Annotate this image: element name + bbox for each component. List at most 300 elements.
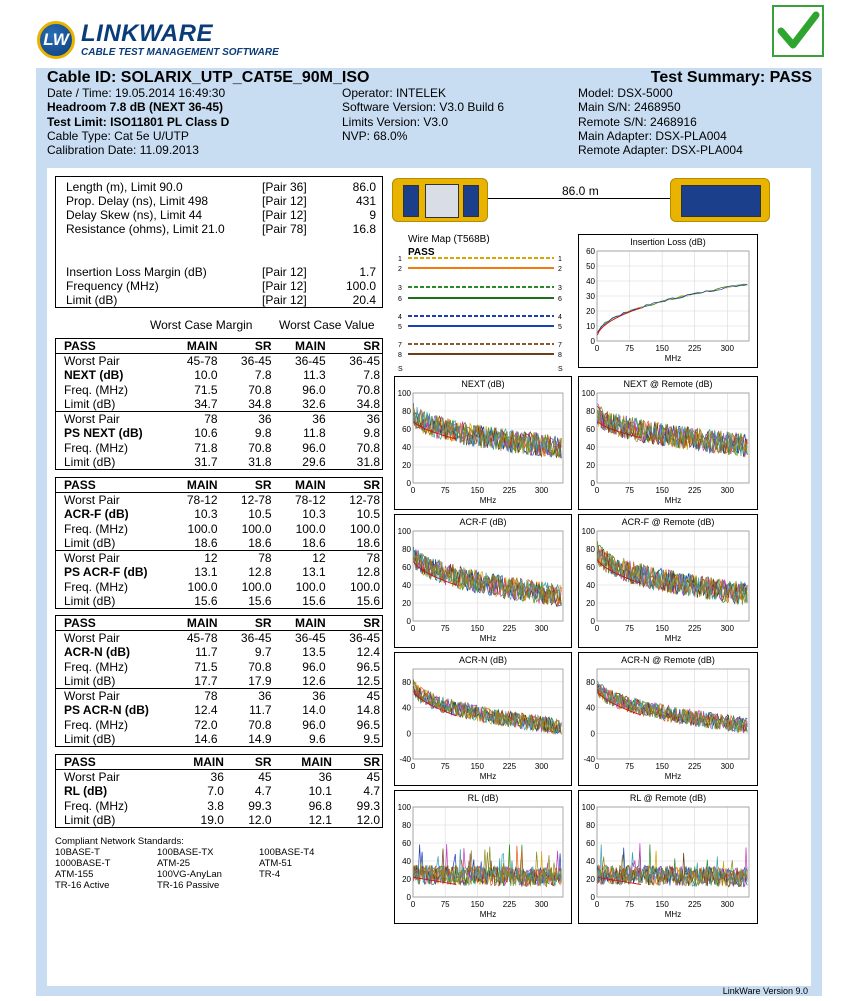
standards-title: Compliant Network Standards: [55,836,184,847]
table-cell: 71.5 [194,659,218,674]
network-standards [55,836,385,891]
row-label: PS ACR-F (dB) [64,565,148,580]
header-mid [342,86,504,143]
table-cell: 14.6 [194,732,218,746]
table-row [56,645,383,660]
x-axis-label: MHz [664,354,682,363]
table-cell: 72.0 [194,717,218,732]
prop-delay-row: Prop. Delay (ns), Limit 498 [Pair 12] 431 [66,194,376,208]
x-tick-label: 300 [534,900,549,909]
wire-pin-right: 4 [558,314,562,321]
y-tick-label: 20 [402,599,411,608]
table-cell: 36 [210,770,224,784]
y-tick-label: -40 [583,755,595,764]
test-limit: Test Limit: ISO11801 PL Class D [47,114,230,129]
chart-plot [395,377,572,510]
table-cell: 10.6 [194,426,218,441]
chart-title: RL (dB) [467,793,499,803]
cable-id: Cable ID: SOLARIX_UTP_CAT5E_90M_ISO [47,69,370,86]
standard-name: 100BASE-T4 [259,847,315,858]
x-tick-label: 150 [470,900,484,909]
table-cell: 96.5 [356,717,380,732]
y-tick-label: 40 [586,443,595,452]
limits-version: Limits Version: V3.0 [342,114,449,129]
table-cell: 96.0 [302,659,326,674]
wire-pin-right: 8 [558,352,562,359]
y-tick-label: 50 [586,262,595,271]
table-row [56,689,383,704]
table-cell: 100.0 [295,521,326,536]
table-cell: 78 [220,551,274,566]
x-tick-label: 75 [440,624,450,633]
x-tick-label: 75 [440,486,450,495]
table-cell: 13.1 [302,565,326,580]
y-tick-label: 0 [590,729,595,739]
wire-pin-left: 8 [398,352,402,359]
x-axis-label: MHz [664,772,682,781]
x-tick-label: 150 [470,486,484,495]
main-tester-icon [392,178,488,222]
table-row [56,616,383,631]
x-tick-label: 0 [594,900,600,909]
x-tick-label: 300 [534,624,549,633]
y-tick-label: 60 [586,425,595,434]
y-tick-label: 40 [402,857,411,866]
chart-2 [578,376,758,510]
chart-title: ACR-N (dB) [458,655,507,665]
table-cell: 36 [274,412,328,427]
worst-case-value-header: Worst Case Value [279,318,375,332]
header-left [47,86,229,157]
date-time: Date / Time: 19.05.2014 16:49:30 [47,86,226,100]
row-label: Limit (dB) [64,813,116,827]
table-cell: SR [328,339,383,354]
x-axis-label: MHz [664,496,682,505]
wire-pin-right: 5 [558,324,562,331]
standards-row [55,847,385,858]
table-cell: 15.6 [302,594,326,608]
x-tick-label: 225 [688,900,702,909]
y-tick-label: 100 [397,389,411,398]
table-cell: 12.8 [248,565,272,580]
table-cell: 78-12 [186,493,218,507]
x-tick-label: 75 [625,900,635,909]
table-cell: 36 [328,412,383,427]
row-label: Freq. (MHz) [64,579,128,594]
row-label: PS NEXT (dB) [64,426,143,441]
pass-check-icon [772,5,824,57]
table-row [56,551,383,566]
wire-pin-left: 4 [398,314,402,321]
table-row [56,784,383,799]
table-cell: 45 [328,689,383,704]
standard-name: 10BASE-T [55,847,100,858]
y-tick-label: 0 [590,617,595,626]
table-cell: 10.1 [308,784,332,799]
wire-pin-left: 5 [398,324,402,331]
table-cell: 96.5 [356,659,380,674]
y-tick-label: 60 [586,247,595,256]
x-tick-label: 0 [410,624,416,633]
chart-plot [579,515,758,648]
x-tick-label: 300 [720,762,734,771]
y-tick-label: 60 [402,839,411,848]
series-line [597,284,747,332]
table-cell: 31.8 [356,455,380,469]
table-cell: 100.0 [187,521,218,536]
chart-title: ACR-F @ Remote (dB) [621,517,715,527]
length-box [55,176,383,308]
x-tick-label: 0 [594,624,600,633]
software-version: Software Version: V3.0 Build 6 [342,100,505,115]
table-cell: 12.0 [356,813,380,827]
table-row [56,732,383,747]
table-cell: 11.3 [303,368,326,383]
table-cell: 36-45 [240,631,272,645]
table-cell: 36 [274,689,328,704]
y-tick-label: 0 [590,337,595,346]
table-row [56,507,383,522]
row-label: PASS [56,339,166,354]
y-tick-label: 40 [586,857,595,866]
x-tick-label: 75 [625,762,635,771]
chart-plot [579,791,758,924]
table-cell: 99.3 [248,798,272,813]
table-cell: 45 [258,770,272,784]
acr-f-table [55,477,383,609]
y-tick-label: 0 [590,479,595,488]
table-cell: 34.7 [194,397,218,411]
table-cell: 29.6 [302,455,326,469]
standard-name: 1000BASE-T [55,858,111,869]
chart-0 [578,234,758,368]
remote-sn: Remote S/N: 2468916 [578,114,697,129]
chart-plot [395,791,572,924]
table-row [56,674,383,689]
table-row [56,580,383,595]
delay-skew-row: Delay Skew (ns), Limit 44 [Pair 12] 9 [66,208,376,222]
table-cell: 78 [166,412,220,427]
remote-adapter: Remote Adapter: DSX-PLA004 [578,143,743,158]
table-cell: 36 [220,412,274,427]
y-tick-label: 80 [402,407,411,416]
x-axis-label: MHz [664,634,682,643]
table-cell: 36-45 [349,354,380,368]
table-cell: 3.8 [207,798,224,813]
table-cell: MAIN [166,339,220,354]
wire-pin-left: 3 [398,285,402,292]
table-cell: 78-12 [294,493,326,507]
lw-logo-icon: LW [37,21,75,59]
table-cell: 71.8 [194,440,218,455]
table-row [56,478,383,493]
table-cell: 36-45 [240,354,272,368]
table-cell: 7.8 [254,368,272,383]
row-label: Worst Pair [56,551,166,566]
row-label: Freq. (MHz) [64,717,128,732]
table-cell: 19.0 [200,813,224,827]
cable-line [488,198,670,199]
table-cell: 17.9 [248,674,272,688]
table-cell: 100.0 [349,521,380,536]
table-cell: 70.8 [248,382,272,397]
remote-tester-icon [670,178,770,222]
il-limit-row: Limit (dB) [Pair 12] 20.4 [66,293,376,307]
wire-map-status: PASS [408,247,435,258]
acr-n-table [55,615,383,747]
table-cell: 96.8 [308,798,332,813]
y-tick-label: 80 [586,821,595,830]
length-row: Length (m), Limit 90.0 [Pair 36] 86.0 [66,180,376,194]
chart-7 [394,790,572,924]
length-readout: 86.0 m [562,184,599,198]
x-tick-label: 300 [534,486,549,495]
chart-4 [578,514,758,648]
x-tick-label: 150 [655,344,669,353]
standard-name: ATM-155 [55,869,94,880]
wire-pin-left: 2 [398,266,402,273]
wire-pin-right: 7 [558,342,562,349]
table-row [56,813,383,828]
table-cell: 12.5 [356,674,380,688]
chart-title: ACR-N @ Remote (dB) [621,655,715,665]
table-cell: 18.6 [194,536,218,550]
y-tick-label: 80 [586,677,595,687]
standard-name: 100VG-AnyLan [157,869,222,880]
table-cell: 36-45 [294,631,326,645]
calibration-date: Calibration Date: 11.09.2013 [47,143,199,158]
table-cell: 12-78 [349,493,380,507]
table-cell: 45-78 [186,631,218,645]
logo-subtitle: CABLE TEST MANAGEMENT SOFTWARE [81,47,279,58]
row-label: Freq. (MHz) [64,798,128,813]
y-tick-label: 20 [586,599,595,608]
chart-plot [579,235,758,368]
chart-3 [394,514,572,648]
table-cell: 70.8 [248,659,272,674]
y-tick-label: 100 [397,527,411,536]
x-tick-label: 300 [720,624,734,633]
row-label: Freq. (MHz) [64,440,128,455]
table-cell: 13.5 [302,645,326,660]
y-tick-label: 40 [586,703,595,713]
table-row [56,565,383,580]
x-tick-label: 0 [410,762,416,771]
wire-pin-left: 6 [398,296,402,303]
standard-name: 100BASE-TX [157,847,214,858]
chart-title: NEXT @ Remote (dB) [623,379,713,389]
chart-plot [579,653,758,786]
table-cell: 12 [166,551,220,566]
operator: Operator: INTELEK [342,86,447,100]
x-tick-label: 225 [688,344,702,353]
wire-pin-right: 6 [558,296,562,303]
il-margin-row: Insertion Loss Margin (dB) [Pair 12] 1.7 [66,265,376,279]
table-cell: 17.7 [194,674,218,688]
x-tick-label: 75 [440,762,450,771]
table-cell: 4.7 [254,784,272,799]
x-tick-label: 0 [594,762,600,771]
table-cell: 10.5 [248,507,272,522]
table-cell: 11.7 [249,703,272,718]
y-tick-label: 80 [402,677,411,687]
y-tick-label: 100 [397,803,411,812]
table-cell: 9.5 [363,732,380,746]
standards-row [55,869,385,880]
table-cell: MAIN [274,616,328,631]
table-cell: 12.8 [356,565,380,580]
chart-title: Insertion Loss (dB) [630,237,706,247]
table-cell: 31.7 [194,455,218,469]
table-row [56,368,383,383]
x-tick-label: 225 [502,762,517,771]
table-row [56,493,383,508]
x-tick-label: 75 [625,624,635,633]
chart-plot [395,653,572,786]
table-cell: 100.0 [241,579,272,594]
table-row [56,536,383,551]
table-cell: SR [328,616,383,631]
linkware-version: LinkWare Version 9.0 [722,986,808,996]
table-row [56,718,383,733]
x-tick-label: 150 [470,762,484,771]
chart-1 [394,376,572,510]
x-tick-label: 300 [720,486,734,495]
table-cell: 99.3 [356,798,380,813]
table-row [56,383,383,398]
y-tick-label: 60 [586,563,595,572]
table-row [56,799,383,814]
wire-map-title: Wire Map (T568B) [408,234,490,245]
table-cell: MAIN [274,478,328,493]
x-tick-label: 75 [625,486,635,495]
x-tick-label: 150 [655,624,669,633]
table-cell: 78 [328,551,383,566]
table-row [56,397,383,412]
table-cell: 70.8 [248,440,272,455]
table-cell: 32.6 [302,397,326,411]
table-row [56,755,383,770]
table-row [56,703,383,718]
y-tick-label: 20 [402,461,411,470]
y-tick-label: 0 [406,729,411,739]
resistance-row: Resistance (ohms), Limit 21.0 [Pair 78] 16.8 [66,222,376,236]
row-label: PS ACR-N (dB) [64,703,149,718]
row-label: Worst Pair [64,493,120,507]
standard-name: ATM-25 [157,858,191,869]
x-tick-label: 75 [440,900,450,909]
table-cell: 14.9 [248,732,272,746]
x-tick-label: 150 [655,900,669,909]
y-tick-label: 100 [581,389,595,398]
table-cell: 13.1 [194,565,218,580]
table-row [56,441,383,456]
x-tick-label: 0 [410,900,416,909]
table-cell: 36 [318,770,332,784]
table-row [56,455,383,470]
chart-6 [578,652,758,786]
y-tick-label: 40 [402,703,411,713]
next-table [55,338,383,470]
x-axis-label: MHz [479,772,497,781]
header-right [578,86,743,157]
table-cell: 14.8 [356,703,380,718]
standards-row [55,858,385,869]
x-tick-label: 150 [655,486,669,495]
y-tick-label: 40 [402,581,411,590]
main-adapter: Main Adapter: DSX-PLA004 [578,128,727,143]
table-cell: 7.0 [207,784,224,799]
table-cell: 36 [220,689,274,704]
il-frequency-row: Frequency (MHz) [Pair 12] 100.0 [66,279,376,293]
y-tick-label: 20 [586,461,595,470]
table-row [56,354,383,369]
table-row [56,426,383,441]
table-cell: 9.8 [363,426,380,441]
table-cell: 12.0 [248,813,272,827]
y-tick-label: 20 [586,875,595,884]
series-line [597,284,747,332]
x-tick-label: 0 [594,486,600,495]
row-label: Limit (dB) [64,674,116,688]
report-header [36,68,822,168]
wire-pin-right: 2 [558,266,562,273]
row-label: Worst Pair [64,631,120,645]
row-label: Limit (dB) [64,594,116,608]
table-cell: SR [328,478,383,493]
standards-row [55,880,385,891]
x-tick-label: 225 [688,624,702,633]
worst-case-margin-header: Worst Case Margin [150,318,253,332]
row-label: Freq. (MHz) [64,382,128,397]
table-cell: MAIN [274,755,334,770]
chart-title: ACR-F (dB) [459,517,507,527]
cable-type: Cable Type: Cat 5e U/UTP [47,128,189,143]
table-cell: 96.0 [302,440,326,455]
x-axis-label: MHz [479,634,497,643]
row-label: Worst Pair [64,354,120,368]
table-cell: MAIN [166,616,220,631]
table-cell: 100.0 [349,579,380,594]
table-cell: 100.0 [241,521,272,536]
y-tick-label: 0 [406,893,411,902]
x-axis-label: MHz [479,910,497,919]
standard-name: TR-4 [259,869,281,880]
chart-plot [395,515,572,648]
y-tick-label: 80 [586,545,595,554]
table-cell: 10.0 [194,368,218,383]
table-cell: 45 [366,770,380,784]
limit-line [597,308,641,335]
table-cell: 31.8 [248,455,272,469]
y-tick-label: 100 [581,803,595,812]
y-tick-label: 40 [402,443,411,452]
y-tick-label: 80 [402,821,411,830]
table-cell: 18.6 [356,536,380,550]
table-cell: 18.6 [302,536,326,550]
row-label: PASS [56,616,166,631]
row-label: Limit (dB) [64,536,116,550]
model: Model: DSX-5000 [578,86,673,100]
table-row [56,412,383,427]
table-cell: 10.3 [194,507,218,522]
x-tick-label: 150 [470,624,484,633]
x-tick-label: 225 [502,900,517,909]
table-cell: 15.6 [194,594,218,608]
nvp: NVP: 68.0% [342,128,408,143]
linkware-logo [37,20,287,64]
row-label: Worst Pair [56,689,166,704]
